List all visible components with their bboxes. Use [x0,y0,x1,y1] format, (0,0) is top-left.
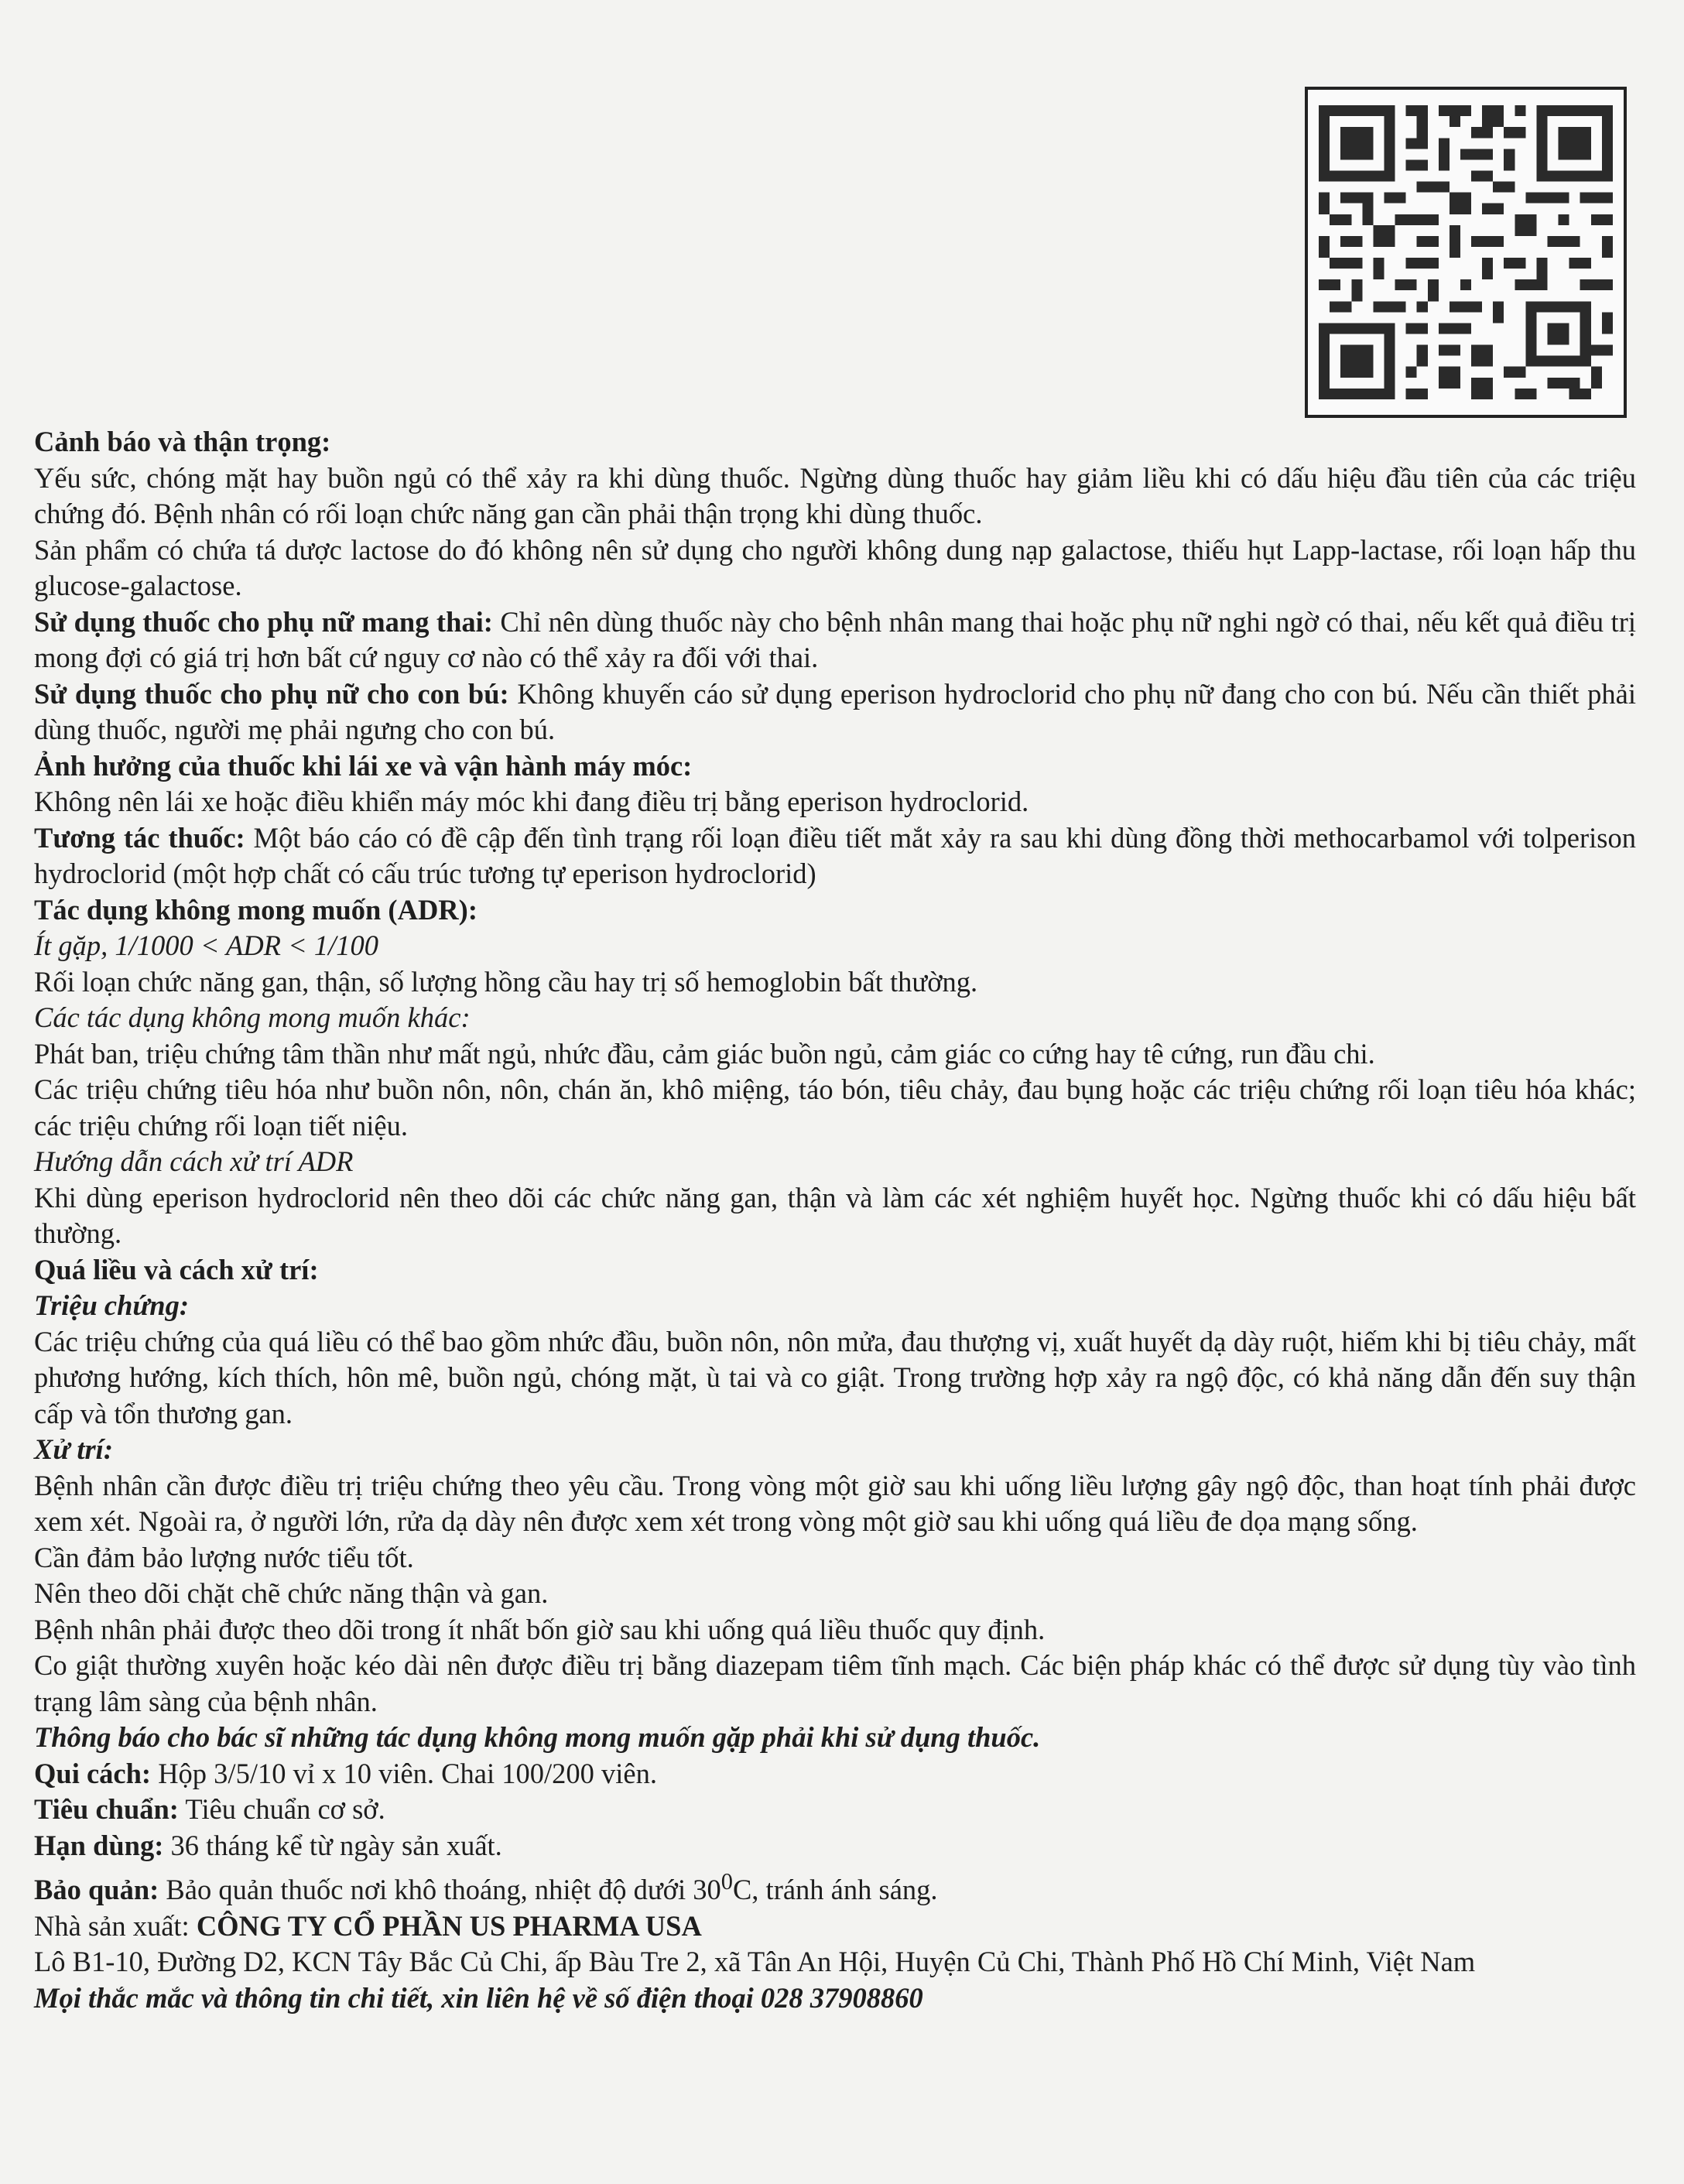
overdose-treatment-paragraph-4: Bệnh nhân phải được theo dõi trong ít nhất bốn giờ sau khi uống quá liều thuốc quy định. [34,1613,1046,1645]
pregnancy-label: Sử dụng thuốc cho phụ nữ mang thai: [34,605,493,638]
adr-uncommon-text: Rối loạn chức năng gan, thận, số lượng hồng cầu hay trị số hemoglobin bất thường. [34,965,978,998]
overdose-treatment-paragraph-3: Nên theo dõi chặt chẽ chức năng thận và gan. [34,1577,549,1609]
overdose-symptoms-label: Triệu chứng: [34,1289,189,1321]
breastfeeding-text: Không khuyến cáo sử dụng eperison hydroclorid cho phụ nữ đang cho con bú. Nếu cần thiết phải dùng thuốc, người mẹ phải ngưng cho con bú. [34,677,1636,745]
packaging-label: Qui cách: [34,1757,152,1789]
interactions-label: Tương tác thuốc: [34,821,245,854]
adr-other-label: Các tác dụng không mong muốn khác: [34,1001,471,1033]
storage-label: Bảo quản: [34,1874,159,1906]
pregnancy-section [34,604,1636,676]
pregnancy-text: Chỉ nên dùng thuốc này cho bệnh nhân mang thai hoặc phụ nữ nghi ngờ có thai, nếu kết quả điều trị mong đợi có giá trị hơn bất cứ nguy cơ nào có thể xảy ra đối với thai. [34,605,1636,673]
breastfeeding-section [34,676,1636,748]
standard-text: Tiêu chuẩn cơ sở. [178,1793,385,1825]
shelf-life-line [34,1828,1636,1864]
overdose-treatment-label: Xử trí: [34,1433,113,1465]
adr-other-paragraph-2: Các triệu chứng tiêu hóa như buồn nôn, nôn, chán ăn, khô miệng, táo bón, tiêu chảy, đau bụng hoặc các triệu chứng rối loạn tiêu hóa khác; các triệu chứng rối loạn tiết niệu. [34,1073,1636,1142]
warnings-paragraph-2: Sản phẩm có chứa tá dược lactose do đó không nên sử dụng cho người không dung nạp galactose, thiếu hụt Lapp-lactase, rối loạn hấp thu glucose-galactose. [34,533,1636,601]
standard-line [34,1792,1636,1828]
manufacturer-address: Lô B1-10, Đường D2, KCN Tây Bắc Củ Chi, ấp Bàu Tre 2, xã Tân An Hội, Huyện Củ Chi, Thành Phố Hồ Chí Minh, Việt Nam [34,1946,1476,1978]
packaging-line [34,1756,1636,1792]
warnings-heading: Cảnh báo và thận trọng: [34,426,331,457]
breastfeeding-label: Sử dụng thuốc cho phụ nữ cho con bú: [34,677,509,710]
interactions-text: Một báo cáo có đề cập đến tình trạng rối loạn điều tiết mắt xảy ra sau khi dùng đồng thời methocarbamol với tolperison hydroclorid (một hợp chất có cấu trúc tương tự eperison hydroclorid) [34,821,1636,889]
manufacturer-name: CÔNG TY CỔ PHẦN US PHARMA USA [196,1909,702,1942]
storage-degree: 0 [720,1868,733,1895]
storage-text-after: C, tránh ánh sáng. [732,1874,938,1906]
leaflet-body [34,424,1636,2016]
storage-line [34,1864,1636,1908]
adr-other-paragraph-1: Phát ban, triệu chứng tâm thần như mất ngủ, nhức đầu, cảm giác buồn ngủ, cảm giác co cứng hay tê cứng, run đầu chi. [34,1037,1375,1070]
shelf-life-text: 36 tháng kể từ ngày sản xuất. [163,1829,502,1861]
interactions-section [34,820,1636,892]
adr-guide-text: Khi dùng eperison hydroclorid nên theo dõi các chức năng gan, thận và làm các xét nghiệm huyết học. Ngừng thuốc khi có dấu hiệu bất thường. [34,1181,1636,1249]
overdose-treatment-paragraph-1: Bệnh nhân cần được điều trị triệu chứng theo yêu cầu. Trong vòng một giờ sau khi uống liều lượng gây ngộ độc, than hoạt tính phải được xem xét. Ngoài ra, ở người lớn, rửa dạ dày nên được xem xét trong vòng một giờ sau khi uống quá liều đe dọa mạng sống. [34,1469,1636,1537]
doctor-notice: Thông báo cho bác sĩ những tác dụng không mong muốn gặp phải khi sử dụng thuốc. [34,1721,1041,1753]
driving-text: Không nên lái xe hoặc điều khiển máy móc khi đang điều trị bằng eperison hydroclorid. [34,786,1029,817]
adr-guide-label: Hướng dẫn cách xử trí ADR [34,1145,354,1177]
manufacturer-line [34,1908,1636,1945]
warnings-paragraph-1: Yếu sức, chóng mặt hay buồn ngủ có thể xảy ra khi dùng thuốc. Ngừng dùng thuốc hay giảm liều khi có dấu hiệu đầu tiên của các triệu chứng đó. Bệnh nhân có rối loạn chức năng gan cần phải thận trọng khi dùng thuốc. [34,461,1636,529]
qr-code-graphic [1308,90,1624,415]
packaging-text: Hộp 3/5/10 vỉ x 10 viên. Chai 100/200 viên. [151,1757,657,1789]
overdose-treatment-paragraph-2: Cần đảm bảo lượng nước tiểu tốt. [34,1541,414,1573]
storage-text-before: Bảo quản thuốc nơi khô thoáng, nhiệt độ dưới 30 [159,1874,721,1906]
overdose-heading: Quá liều và cách xử trí: [34,1253,319,1285]
contact-line: Mọi thắc mắc và thông tin chi tiết, xin liên hệ về số điện thoại 028 37908860 [34,1981,923,2014]
driving-heading: Ảnh hưởng của thuốc khi lái xe và vận hành máy móc: [34,749,693,782]
overdose-symptoms-text: Các triệu chứng của quá liều có thể bao gồm nhức đầu, buồn nôn, nôn mửa, đau thượng vị, xuất huyết dạ dày ruột, hiếm khi bị tiêu chảy, mất phương hướng, kích thích, hôn mê, buồn ngủ, chóng mặt, ù tai và co giật. Trong trường hợp xảy ra ngộ độc, có khả năng dẫn đến suy thận cấp và tổn thương gan. [34,1325,1636,1429]
standard-label: Tiêu chuẩn: [34,1793,179,1825]
overdose-treatment-paragraph-5: Co giật thường xuyên hoặc kéo dài nên được điều trị bằng diazepam tiêm tĩnh mạch. Các biện pháp khác có thể được sử dụng tùy vào tình trạng lâm sàng của bệnh nhân. [34,1649,1636,1717]
adr-uncommon-label: Ít gặp, 1/1000 < ADR < 1/100 [34,929,379,961]
manufacturer-label: Nhà sản xuất: [34,1909,197,1942]
qr-code [1305,87,1627,418]
shelf-life-label: Hạn dùng: [34,1829,164,1861]
adr-heading: Tác dụng không mong muốn (ADR): [34,893,477,926]
